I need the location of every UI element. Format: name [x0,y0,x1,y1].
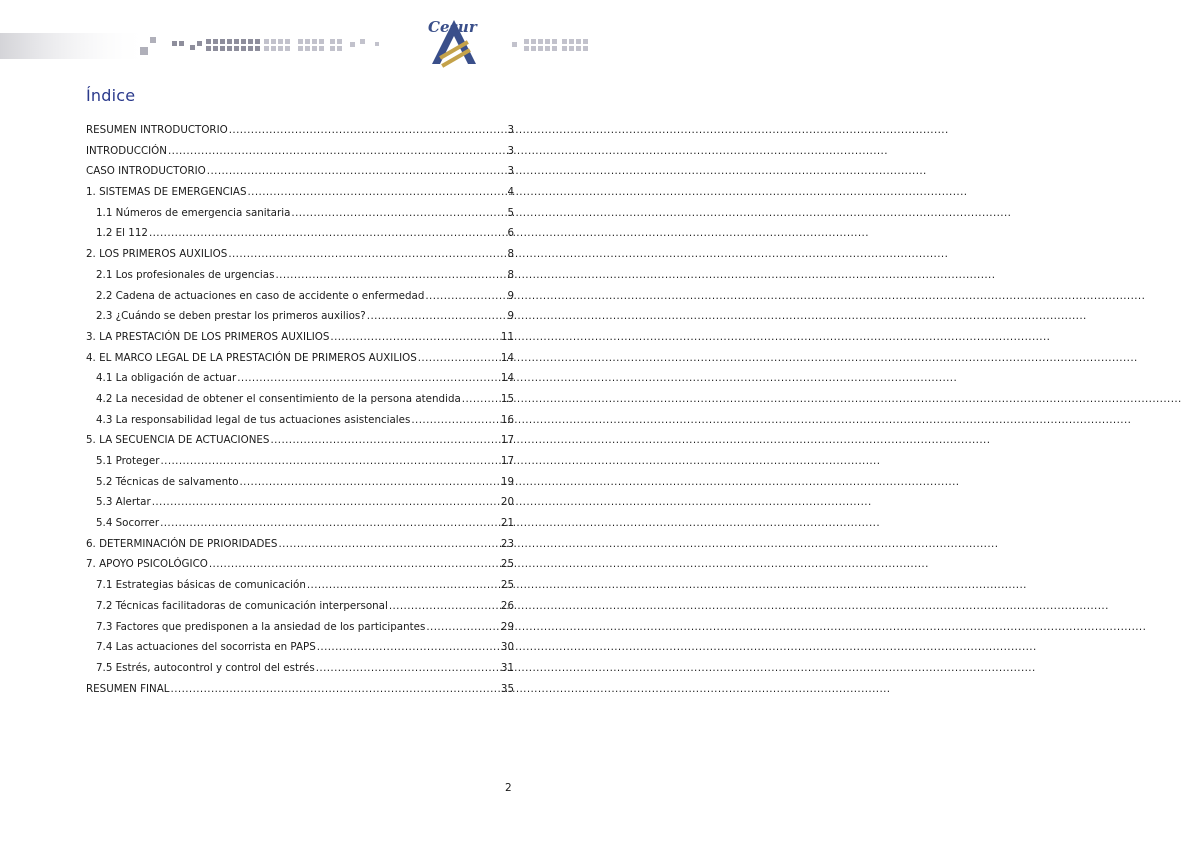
toc-entry-page: 14 [500,351,514,364]
toc-entry[interactable] [86,141,514,162]
toc-entry-label: 1.1 Números de emergencia sanitaria [96,206,291,219]
toc-entry-label: 7.3 Factores que predisponen a la ansiedad de los participantes [96,620,426,633]
toc-entry-label: RESUMEN FINAL [86,682,170,695]
toc-entry-label: 5.1 Proteger [96,455,160,467]
toc-entry-page: 26 [500,599,514,612]
toc-entry[interactable] [86,265,514,286]
toc-entry-page: 14 [500,372,514,385]
toc-leader-dots [149,223,506,244]
page-number: 2 [505,782,512,794]
toc-leader-dots [411,410,500,431]
toc-entry-label: 5.4 Socorrer [96,517,160,530]
toc-leader-dots [248,182,507,203]
toc-entry-label: 6. DETERMINACIÓN DE PRIORIDADES [86,537,278,550]
toc-entry-label: 1. SISTEMAS DE EMERGENCIAS [86,186,247,199]
toc-entry-page: 23 [500,537,514,550]
toc-entry-page: 4 [507,186,514,199]
toc-entry-label: 5.3 Alertar [96,496,151,509]
toc-entry-label: 4.2 La necesidad de obtener el consentimiento de la persona atendida [96,392,461,405]
toc-leader-dots [207,161,507,182]
toc-leader-dots [209,554,500,575]
toc-entry-page: 8 [507,268,514,281]
toc-entry[interactable] [86,679,514,700]
toc-entry-page: 25 [500,558,514,571]
toc-leader-dots [462,389,500,410]
toc-entry-label: 3. LA PRESTACIÓN DE LOS PRIMEROS AUXILIOS [86,330,330,343]
toc-entry-label: 4.1 La obligación de actuar [96,372,237,385]
toc-entry-page: 30 [500,641,514,654]
toc-entry-label: 7.1 Estrategias básicas de comunicación [96,579,306,592]
toc-entry[interactable] [86,182,514,203]
toc-entry[interactable] [86,575,514,596]
toc-entry-label: 1.2 El 112 [96,227,148,240]
toc-entry[interactable] [86,368,514,389]
toc-entry[interactable] [86,596,514,617]
toc-leader-dots [317,637,500,658]
toc-entry[interactable] [86,658,514,679]
toc-entry[interactable] [86,430,514,451]
toc-entry-label: 2.3 ¿Cuándo se deben prestar los primeros auxilios? [96,310,366,323]
toc-entry[interactable] [86,161,514,182]
toc-entry-page: 17 [500,455,514,467]
toc-entry-page: 5 [507,206,514,219]
toc-leader-dots [367,306,507,327]
toc-leader-dots [389,596,500,617]
toc-leader-dots [291,203,506,224]
toc-entry-page: 17 [500,434,514,447]
toc-entry-page: 3 [507,165,514,178]
toc-entry-page: 3 [507,144,514,157]
toc-entry-page: 35 [500,682,514,695]
toc-entry-label: 7.4 Las actuaciones del socorrista en PAPS [96,641,316,654]
toc-entry-label: 7.5 Estrés, autocontrol y control del estrés [96,661,315,674]
toc-entry-label: 2.2 Cadena de actuaciones en caso de accidente o enfermedad [96,289,425,302]
toc-entry-label: INTRODUCCIÓN [86,144,167,157]
toc-leader-dots [307,575,500,596]
toc-entry[interactable] [86,306,514,327]
toc-entry[interactable] [86,348,514,369]
toc-entry-label: 5. LA SECUENCIA DE ACTUACIONES [86,434,270,447]
toc-leader-dots [425,286,506,307]
toc-leader-dots [240,472,500,493]
toc-leader-dots [275,265,506,286]
toc-leader-dots [168,141,506,162]
toc-leader-dots [426,617,500,638]
toc-leader-dots [278,534,499,555]
toc-entry-page: 3 [507,124,514,136]
toc-entry[interactable] [86,410,514,431]
toc-entry[interactable] [86,286,514,307]
toc-entry-page: 29 [500,620,514,633]
toc-entry-label: 5.2 Técnicas de salvamento [96,475,239,488]
toc-entry-page: 16 [500,413,514,426]
table-of-contents [86,120,514,699]
toc-entry-page: 20 [500,496,514,509]
toc-entry[interactable] [86,492,514,513]
toc-entry[interactable] [86,389,514,410]
toc-entry[interactable] [86,327,514,348]
toc-entry-label: 2. LOS PRIMEROS AUXILIOS [86,248,228,261]
toc-entry-label: 2.1 Los profesionales de urgencias [96,268,275,281]
toc-leader-dots [228,244,506,265]
toc-entry-label: 7.2 Técnicas facilitadoras de comunicación interpersonal [96,599,388,612]
toc-leader-dots [160,451,499,472]
toc-entry-label: 4.3 La responsabilidad legal de tus actuaciones asistenciales [96,413,411,426]
toc-entry[interactable] [86,120,514,141]
cesur-logo-icon [424,12,490,66]
toc-entry-page: 8 [507,248,514,261]
cesur-logo [424,12,490,66]
header-band [0,33,599,59]
toc-entry[interactable] [86,513,514,534]
toc-entry[interactable] [86,223,514,244]
toc-entry-page: 11 [500,330,514,343]
toc-leader-dots [237,368,500,389]
toc-entry[interactable] [86,534,514,555]
toc-entry[interactable] [86,244,514,265]
toc-leader-dots [160,513,500,534]
toc-entry-page: 9 [507,289,514,302]
toc-entry-label: 7. APOYO PSICOLÓGICO [86,558,208,571]
toc-entry-label: 4. EL MARCO LEGAL DE LA PRESTACIÓN DE PRIMEROS AUXILIOS [86,351,417,364]
toc-entry[interactable] [86,554,514,575]
toc-leader-dots [316,658,500,679]
toc-entry-label: CASO INTRODUCTORIO [86,165,206,178]
toc-entry-page: 15 [500,392,514,405]
toc-entry[interactable] [86,617,514,638]
toc-leader-dots [418,348,500,369]
toc-entry[interactable] [86,472,514,493]
toc-entry-page: 19 [500,475,514,488]
toc-entry-label: RESUMEN INTRODUCTORIO [86,124,228,136]
header-pattern [0,33,599,59]
toc-leader-dots [270,430,499,451]
svg-text:Cesur: Cesur [428,18,477,36]
index-title: Índice [86,86,136,105]
toc-entry[interactable] [86,203,514,224]
toc-entry-page: 6 [507,227,514,240]
toc-entry-page: 31 [500,661,514,674]
toc-leader-dots [330,327,500,348]
toc-leader-dots [229,120,507,141]
toc-leader-dots [171,679,500,700]
toc-entry[interactable] [86,637,514,658]
toc-entry[interactable] [86,451,514,472]
toc-entry-page: 9 [507,310,514,323]
toc-entry-page: 25 [500,579,514,592]
toc-entry-page: 21 [500,517,514,530]
toc-leader-dots [152,492,500,513]
